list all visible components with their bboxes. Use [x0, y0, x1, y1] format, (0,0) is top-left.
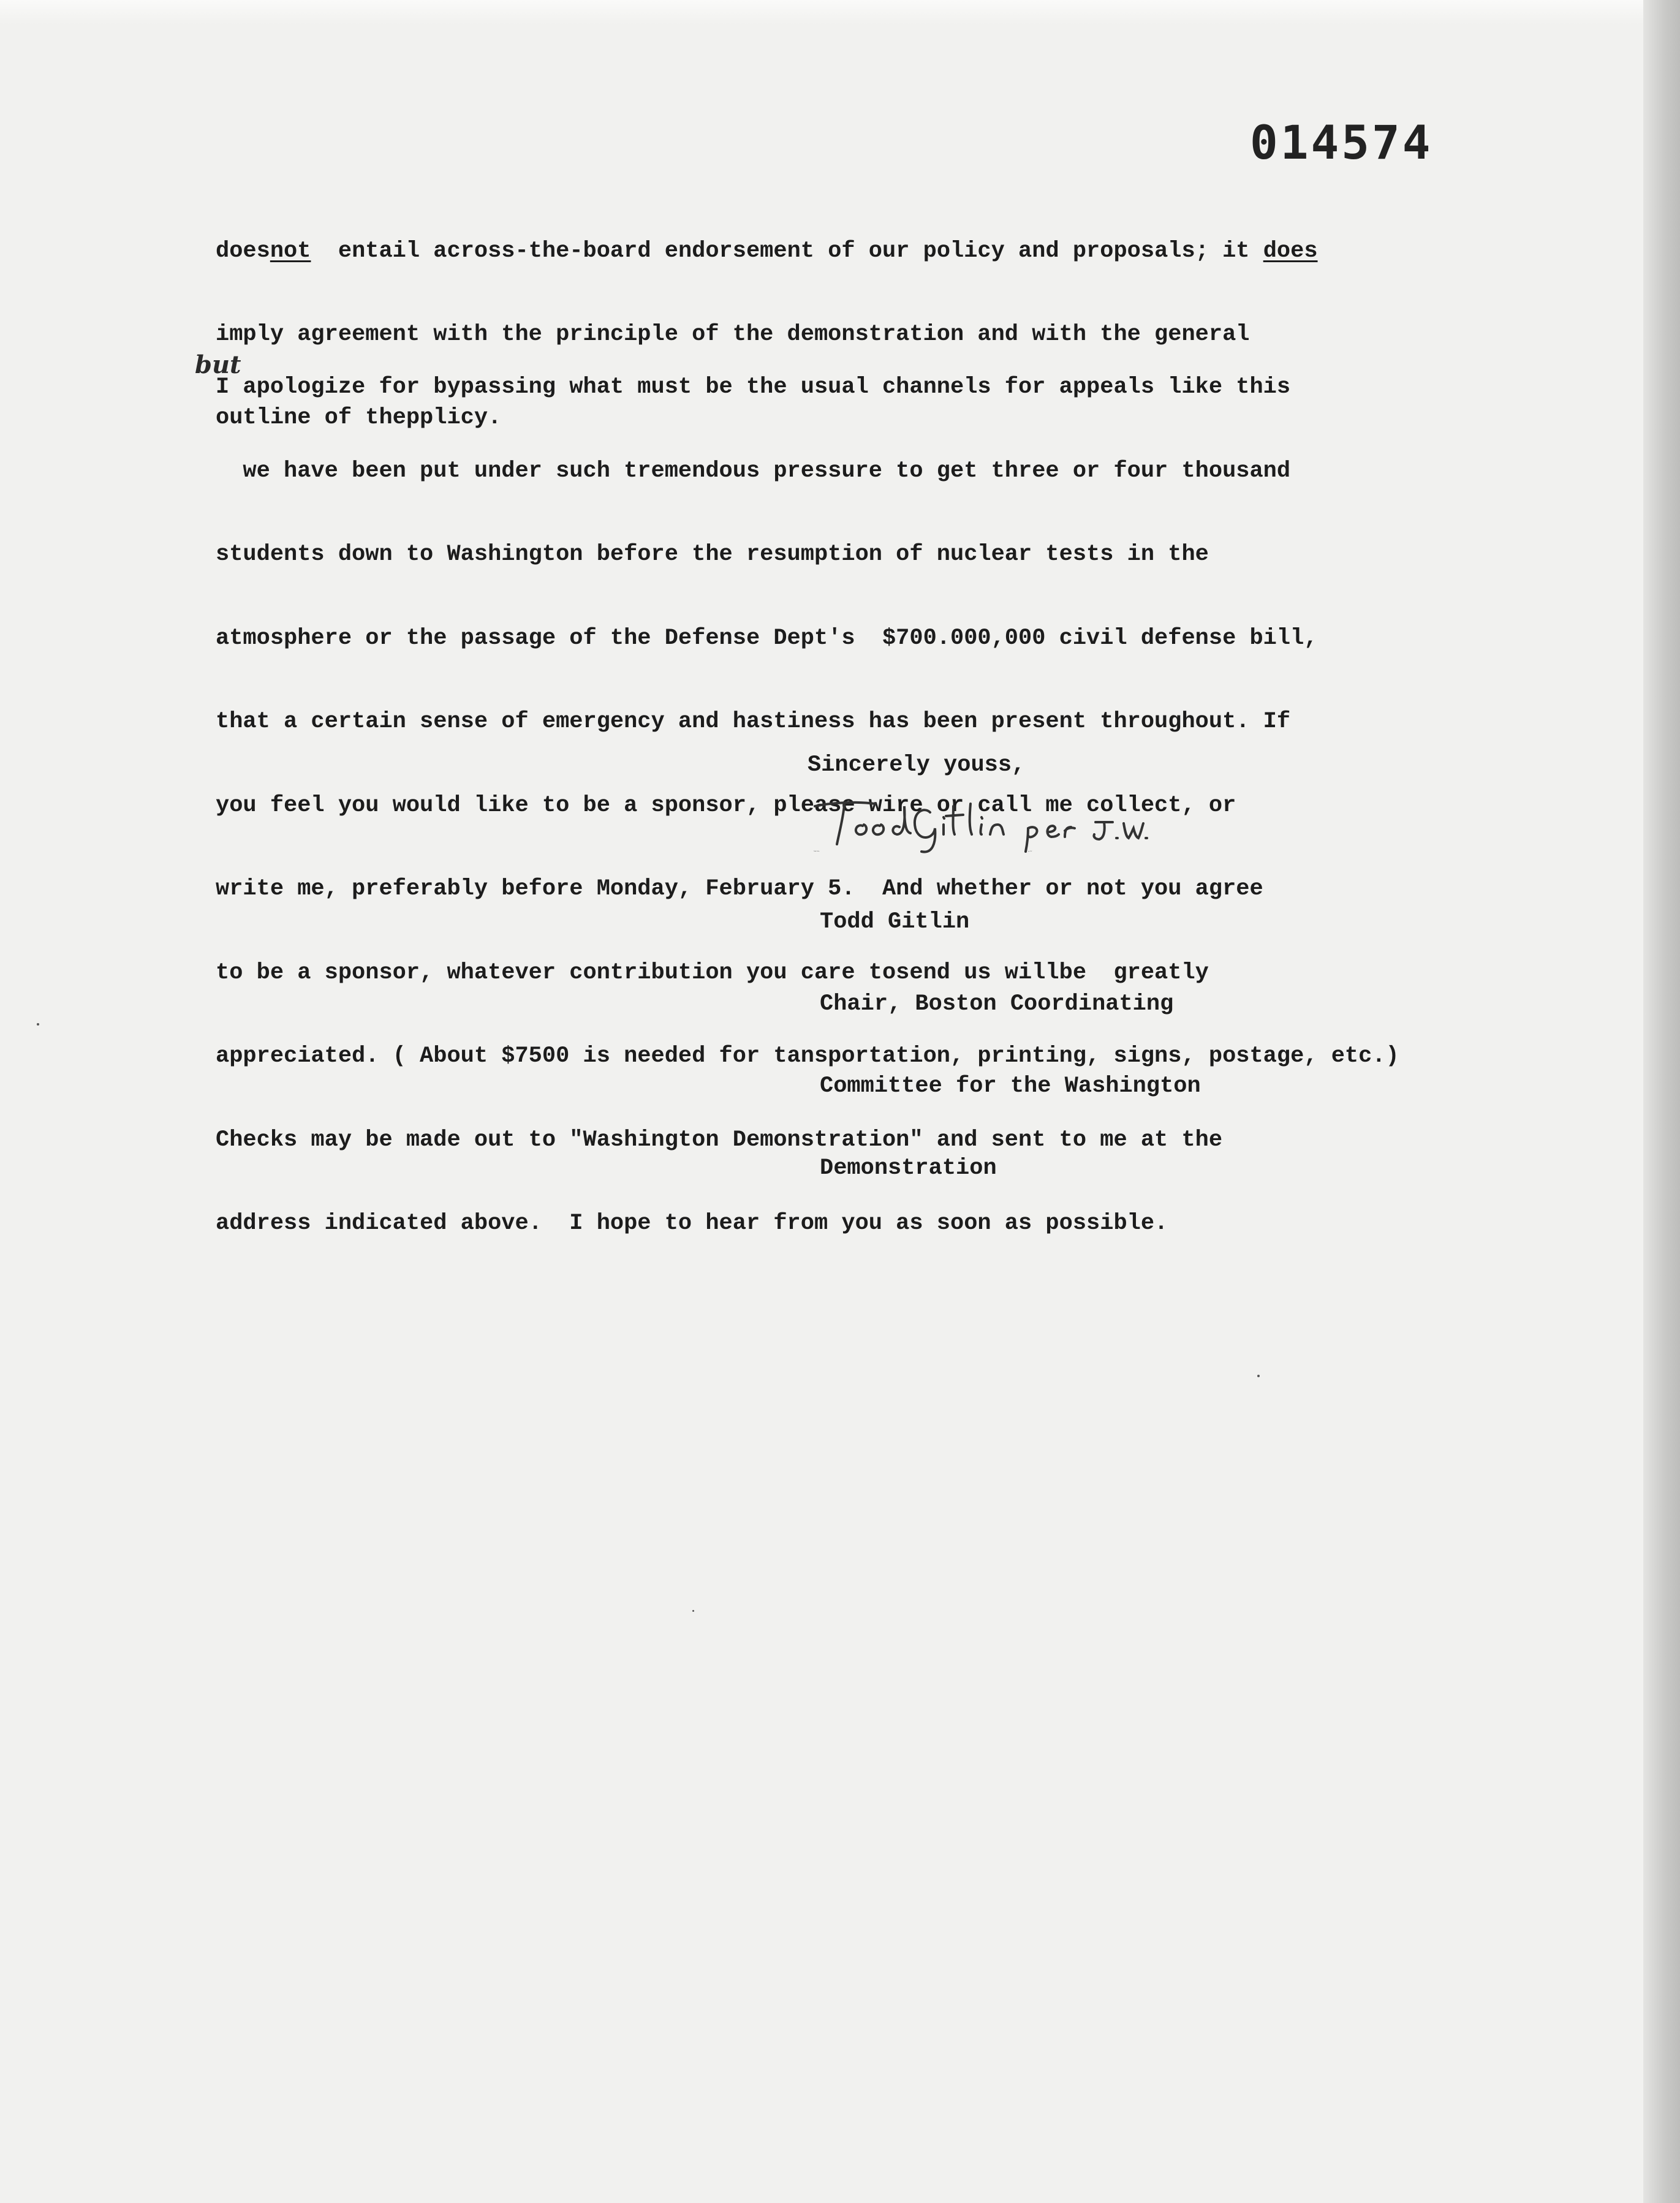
- document-number: 014574: [1250, 115, 1433, 170]
- paragraph-1-line: outline of thepplicy.: [216, 405, 502, 431]
- paragraph-2-line: students down to Washington before the resumption of nuclear tests in the: [216, 542, 1209, 567]
- underlined-word: not: [270, 238, 311, 264]
- paragraph-1-line: imply agreement with the principle of the demonstration and with the general: [216, 322, 1250, 347]
- signer-name: Todd Gitlin: [820, 909, 970, 935]
- page-top-edge: [0, 0, 1680, 25]
- underlined-word: does: [1263, 238, 1318, 264]
- paragraph-2-line: you feel you would like to be a sponsor, please wire or call me collect, or: [216, 792, 1236, 818]
- paragraph-2-line: we have been put under such tremendous pressure to get three or four thousand: [216, 458, 1291, 484]
- paper-speck: [692, 1610, 694, 1612]
- handwritten-signature: [808, 788, 1151, 855]
- closing-salutation: Sincerely youss,: [808, 752, 1026, 778]
- handwritten-insert: but: [195, 350, 241, 379]
- paragraph-2-line: I apologize for bypassing what must be the usual channels for appeals like this: [216, 374, 1291, 400]
- paper-speck: [37, 1023, 39, 1026]
- paragraph-2-line: Checks may be made out to "Washington Demonstration" and sent to me at the: [216, 1127, 1223, 1153]
- paragraph-2-line: address indicated above. I hope to hear from you as soon as possible.: [216, 1211, 1168, 1236]
- paragraph-2-line: that a certain sense of emergency and hastiness has been present throughout. If: [216, 709, 1291, 735]
- signature-note: per J.W.: [1028, 851, 1032, 852]
- paragraph-2-line: write me, preferably before Monday, February 5. And whether or not you agree: [216, 876, 1263, 902]
- signer-block: [820, 855, 1201, 1235]
- signer-title-line: Demonstration: [820, 1155, 997, 1181]
- signer-title-line: Chair, Boston Coordinating: [820, 991, 1174, 1017]
- paper-speck: [1257, 1375, 1260, 1377]
- paragraph-1-line: doesnot entail across-the-board endorsement of our policy and proposals; it does: [216, 238, 1318, 264]
- paragraph-2-line: appreciated. ( About $7500 is needed for tansportation, printing, signs, postage, etc.): [216, 1043, 1399, 1069]
- signature-text: Todd Gitlin: [814, 851, 820, 852]
- paragraph-2-line: to be a sponsor, whatever contribution you care tosend us willbe greatly: [216, 959, 1209, 986]
- signer-title-line: Committee for the Washington: [820, 1073, 1201, 1099]
- paragraph-2-line: atmosphere or the passage of the Defense Dept's $700.000,000 civil defense bill,: [216, 625, 1318, 651]
- page-right-edge: [1643, 0, 1680, 2203]
